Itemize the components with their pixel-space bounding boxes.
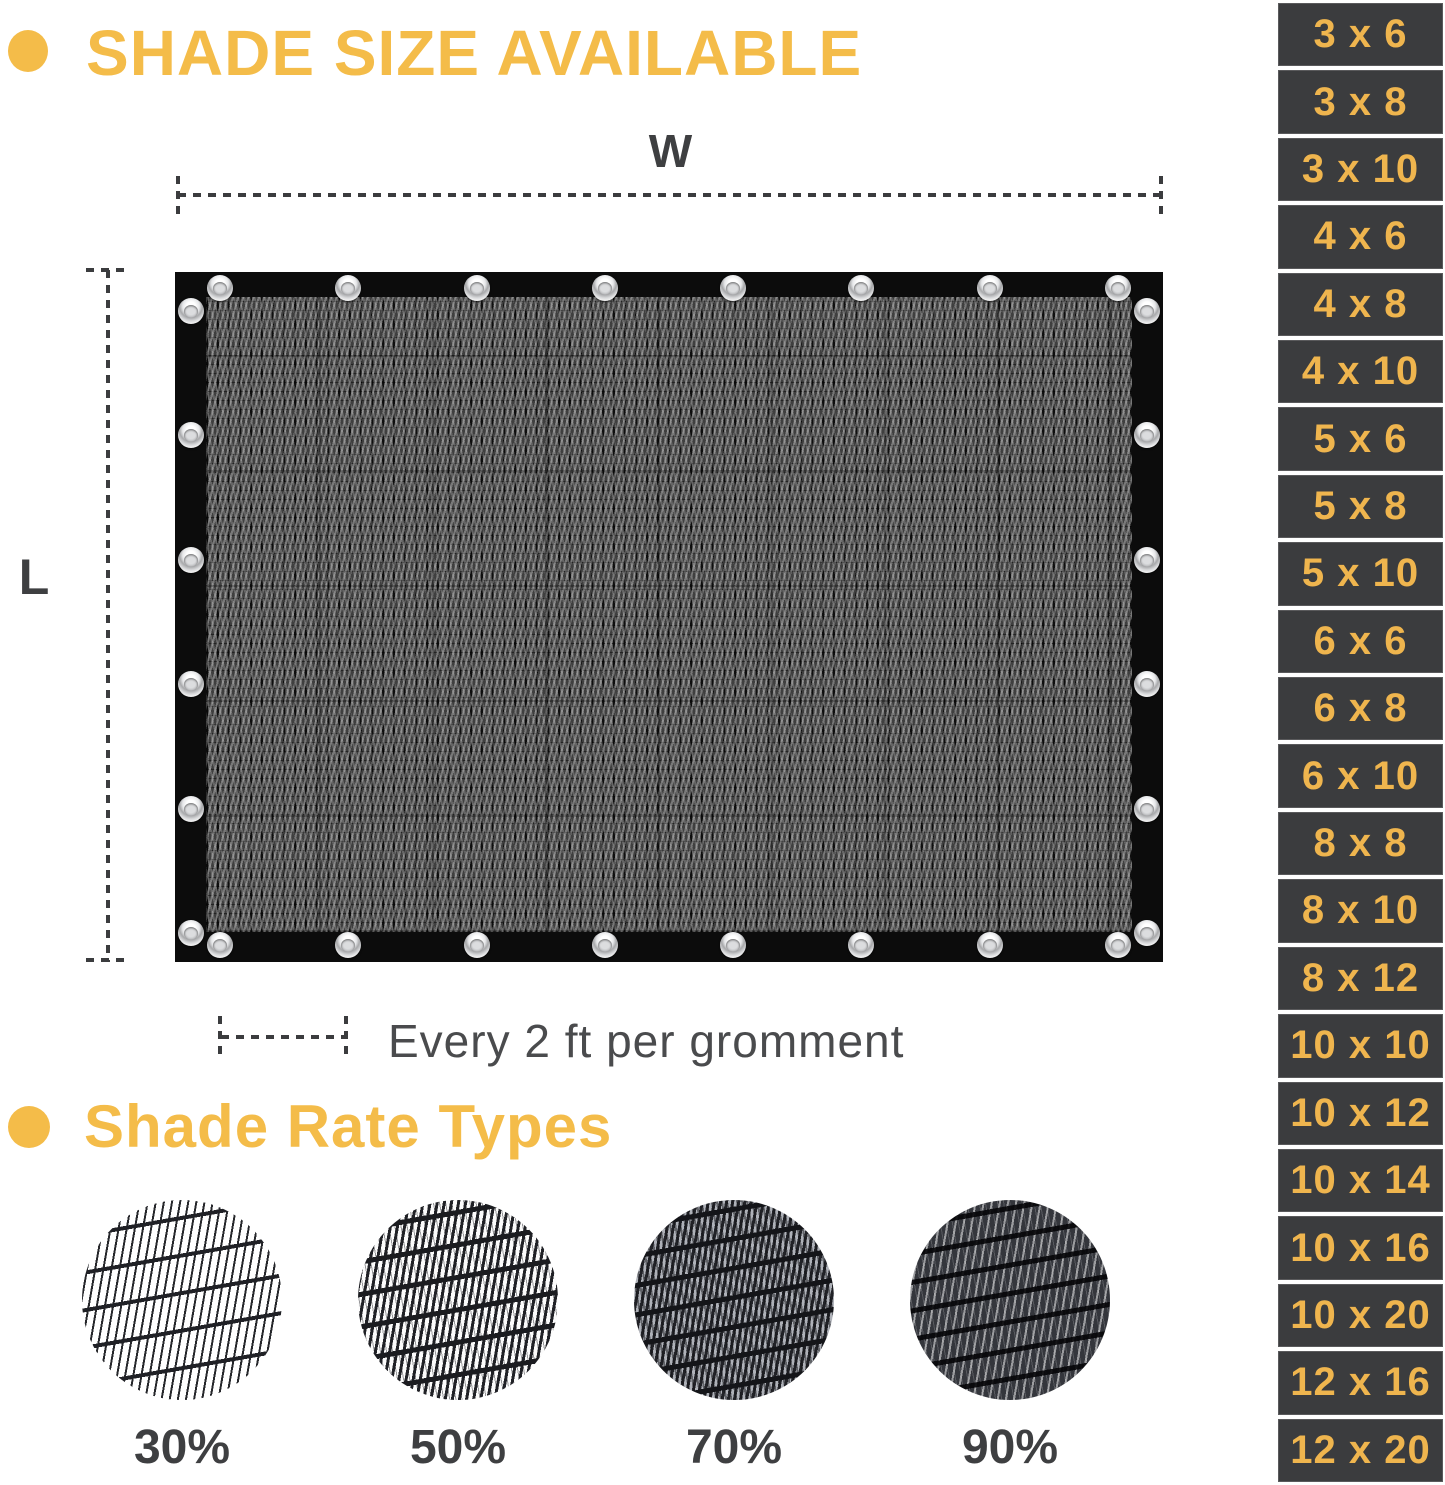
shade-rate-label: 50% [409,1421,507,1474]
grommet-icon [592,275,618,301]
size-option: 3 x 10 [1278,138,1443,201]
grommet-icon [1134,671,1160,697]
grommet-icon [1105,932,1131,958]
shade-net-illustration [175,272,1163,962]
size-option: 8 x 10 [1278,879,1443,942]
grommet-icon [977,275,1003,301]
grommet-column-right [1134,298,1160,946]
grommet-icon [178,547,204,573]
title-bullet-icon [8,30,48,72]
size-option: 5 x 10 [1278,542,1443,605]
mesh-swatch-30-icon [82,1200,282,1400]
mesh-swatch-50-icon [358,1200,558,1400]
size-option: 4 x 6 [1278,205,1443,268]
size-option: 6 x 8 [1278,677,1443,740]
size-option: 10 x 12 [1278,1082,1443,1145]
size-option: 12 x 20 [1278,1419,1443,1482]
grommet-icon [207,932,233,958]
grommet-icon [178,796,204,822]
grommet-icon [977,932,1003,958]
shade-rate-item [910,1200,1110,1475]
grommet-icon [1134,547,1160,573]
size-option: 4 x 8 [1278,273,1443,336]
shade-rate-heading: Shade Rate Types [84,1093,613,1160]
grommet-icon [720,275,746,301]
size-option: 3 x 8 [1278,70,1443,133]
grommet-icon [1134,796,1160,822]
size-option: 12 x 16 [1278,1351,1443,1414]
shade-rate-item [358,1200,558,1475]
size-option: 8 x 12 [1278,947,1443,1010]
grommet-icon [464,275,490,301]
grommet-icon [592,932,618,958]
grommet-icon [178,671,204,697]
width-dimension-line [178,193,1163,197]
size-option: 10 x 14 [1278,1149,1443,1212]
length-dimension-tick-bottom [86,958,130,962]
size-list [1278,0,1444,1485]
grommet-icon [178,298,204,324]
shade-rate-row [82,1200,1110,1475]
size-option: 10 x 10 [1278,1014,1443,1077]
size-option: 6 x 6 [1278,610,1443,673]
grommet-icon [178,422,204,448]
grommet-icon [335,932,361,958]
mesh-swatch-70-icon [634,1200,834,1400]
length-dimension-line [106,270,110,962]
rates-bullet-icon [8,1106,50,1148]
width-dimension-tick-left [176,176,180,214]
shade-rate-item [634,1200,834,1475]
shade-rate-label: 90% [961,1421,1059,1474]
shade-rate-label: 30% [133,1421,231,1474]
page-title: SHADE SIZE AVAILABLE [86,17,863,89]
width-dimension-tick-right [1159,176,1163,214]
grommet-icon [720,932,746,958]
grommet-icon [335,275,361,301]
grommet-column-left [178,298,204,946]
shade-rate-label: 70% [685,1421,783,1474]
length-dimension-tick-top [86,268,130,272]
grommet-icon [464,932,490,958]
grommet-icon [1134,920,1160,946]
width-dimension-label: W [648,125,693,177]
size-option: 4 x 10 [1278,340,1443,403]
grommet-icon [848,275,874,301]
size-option: 8 x 8 [1278,812,1443,875]
grommet-spacing-line [221,1035,345,1039]
grommet-icon [1105,275,1131,301]
size-option: 10 x 20 [1278,1284,1443,1347]
grommet-icon [178,920,204,946]
size-option: 10 x 16 [1278,1216,1443,1279]
size-option: 5 x 8 [1278,475,1443,538]
grommet-icon [1134,422,1160,448]
grommet-icon [207,275,233,301]
grommet-icon [848,932,874,958]
grommet-spacing-note: Every 2 ft per gromment [388,1015,905,1067]
shade-net-mesh [206,297,1132,932]
mesh-swatch-90-icon [910,1200,1110,1400]
size-option: 5 x 6 [1278,407,1443,470]
grommet-row-bottom [207,932,1131,958]
grommet-row-top [207,275,1131,301]
shade-rate-item [82,1200,282,1475]
size-option: 6 x 10 [1278,744,1443,807]
length-dimension-label: L [18,549,50,605]
grommet-icon [1134,298,1160,324]
size-option: 3 x 6 [1278,3,1443,66]
